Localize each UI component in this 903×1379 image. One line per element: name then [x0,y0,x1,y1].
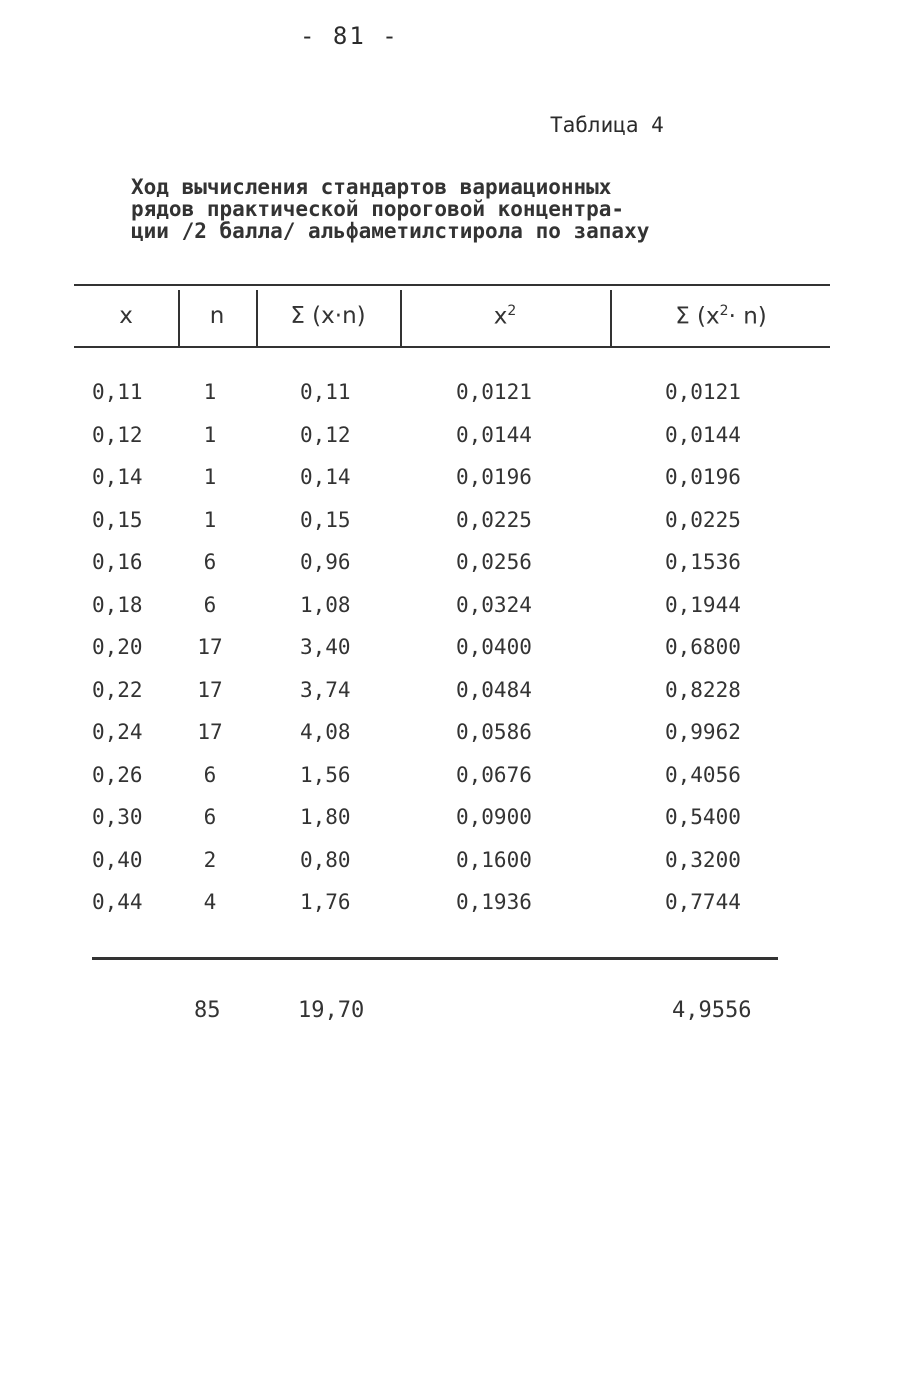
cell-sum-x2n: 0,1944 [665,592,741,617]
table-row [0,670,903,713]
total-sum-x2n: 4,9556 [672,998,752,1023]
cell-x: 0,40 [92,847,143,872]
cell-sum-xn: 0,15 [300,507,351,532]
cell-sum-x2n: 0,8228 [665,677,741,702]
cell-n: 1 [203,507,217,532]
cell-x: 0,22 [92,677,143,702]
cell-x-squared: 0,1600 [456,847,532,872]
cell-x-squared: 0,0196 [456,465,532,489]
table-label: Таблица 4 [550,113,664,137]
cell-x: 0,24 [92,720,143,744]
cell-sum-x2n: 0,5400 [665,805,741,829]
cell-x: 0,12 [92,422,143,447]
cell-sum-x2n: 0,3200 [665,847,741,872]
cell-n: 1 [203,422,217,447]
cell-sum-xn: 0,11 [300,380,351,404]
cell-x: 0,15 [92,507,143,532]
cell-sum-xn: 0,14 [300,465,351,489]
header-x: x [119,303,133,329]
total-n: 85 [194,998,221,1023]
cell-x-squared: 0,0324 [456,592,532,617]
cell-x-squared: 0,0256 [456,550,532,574]
cell-sum-xn: 0,80 [300,847,351,872]
cell-n: 17 [197,720,223,744]
table-row [0,457,903,500]
table-row [0,372,903,415]
table-top-rule [74,284,830,286]
cell-x-squared: 0,0144 [456,422,532,447]
header-sum-x2n [612,303,830,330]
cell-sum-x2n: 0,0121 [665,380,741,404]
table-row [0,542,903,585]
cell-sum-xn: 1,56 [300,762,351,787]
cell-sum-xn: 4,08 [300,720,351,744]
table-row [0,627,903,670]
table-row [0,840,903,883]
header-sum-x2n-part2: · n) [728,303,767,330]
table-row [0,755,903,798]
cell-sum-x2n: 0,7744 [665,890,741,914]
cell-x: 0,26 [92,762,143,787]
cell-n: 4 [203,890,217,914]
header-n: n [209,303,225,329]
cell-x-squared: 0,0225 [456,507,532,532]
cell-x-squared: 0,0676 [456,762,532,787]
cell-sum-x2n: 0,6800 [665,635,741,659]
header-x-squared-base: x [493,303,508,330]
cell-x: 0,11 [92,380,143,404]
table-caption [131,176,649,242]
page-number: - 81 - [300,22,399,50]
cell-x-squared: 0,0121 [456,380,532,404]
cell-n: 1 [203,465,217,489]
table-row [0,797,903,840]
header-sum-x2n-exp: 2 [719,303,729,319]
table-body [0,372,903,925]
cell-n: 6 [203,550,217,574]
total-sum-xn: 19,70 [298,998,365,1023]
cell-n: 6 [203,805,217,829]
table-row [0,415,903,458]
cell-n: 17 [197,635,223,659]
header-x-squared [402,303,608,330]
header-bottom-rule [74,346,830,348]
cell-n: 6 [203,592,217,617]
cell-x: 0,14 [92,465,143,489]
cell-x: 0,30 [92,805,143,829]
cell-x-squared: 0,0400 [456,635,532,659]
cell-sum-xn: 0,96 [300,550,351,574]
cell-n: 1 [203,380,217,404]
cell-x-squared: 0,0900 [456,805,532,829]
header-sum-xn: Σ (x·n) [290,303,366,329]
cell-sum-xn: 1,08 [300,592,351,617]
cell-x: 0,18 [92,592,143,617]
cell-x: 0,20 [92,635,143,659]
caption-line-3: ции /2 балла/ альфаметилстирола по запаху [131,219,650,243]
cell-sum-xn: 1,80 [300,805,351,829]
cell-sum-xn: 0,12 [300,422,351,447]
table-row [0,585,903,628]
header-x-squared-exp: 2 [507,303,517,319]
table-row [0,712,903,755]
cell-n: 2 [203,847,217,872]
caption-line-2: рядов практической пороговой концентра- [131,197,625,221]
caption-line-1: Ход вычисления стандартов вариационных [131,175,612,199]
cell-x: 0,16 [92,550,143,574]
cell-sum-x2n: 0,0225 [665,507,741,532]
table-row [0,500,903,543]
cell-x: 0,44 [92,890,143,914]
totals-rule [92,957,778,960]
cell-sum-xn: 3,40 [300,635,351,659]
cell-sum-x2n: 0,4056 [665,762,741,787]
cell-x-squared: 0,1936 [456,890,532,914]
header-sum-x2n-part1: Σ (x [675,303,720,330]
cell-x-squared: 0,0586 [456,720,532,744]
cell-n: 6 [203,762,217,787]
cell-sum-xn: 3,74 [300,677,351,702]
cell-sum-x2n: 0,0196 [665,465,741,489]
cell-sum-x2n: 0,0144 [665,422,741,447]
table-row [0,882,903,925]
cell-n: 17 [197,677,223,702]
cell-sum-x2n: 0,1536 [665,550,741,574]
cell-sum-xn: 1,76 [300,890,351,914]
cell-sum-x2n: 0,9962 [665,720,741,744]
cell-x-squared: 0,0484 [456,677,532,702]
